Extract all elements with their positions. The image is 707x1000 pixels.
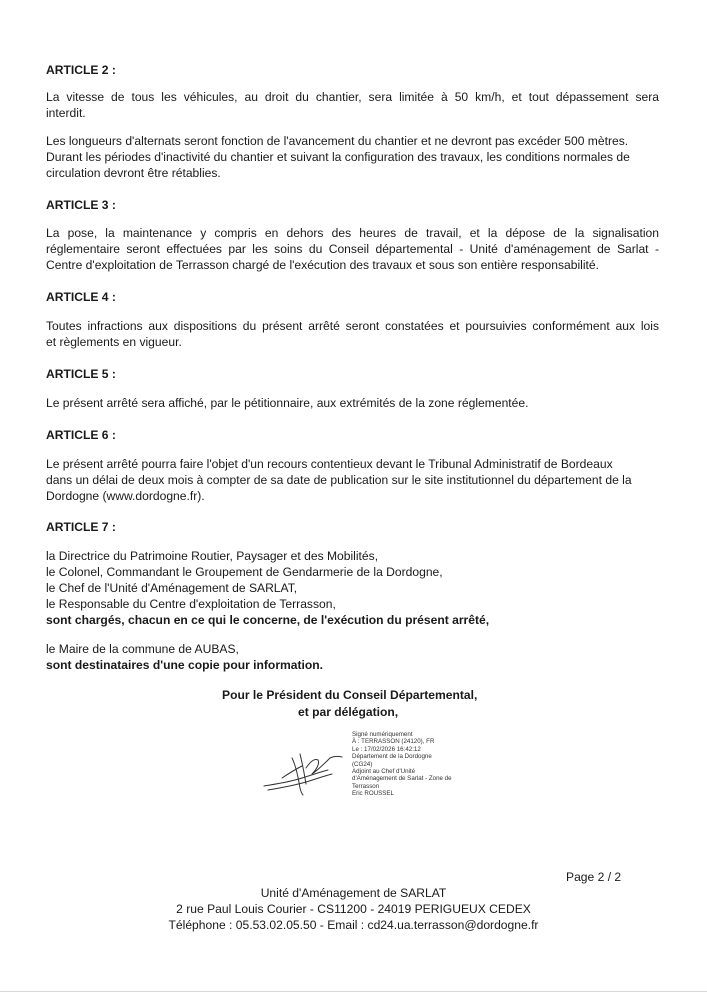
digital-signature-line: Signé numériquement bbox=[352, 731, 413, 738]
footer-address: 2 rue Paul Louis Courier - CS11200 - 24019 PERIGUEUX CEDEX bbox=[176, 902, 531, 916]
digital-signature-metadata bbox=[352, 731, 452, 798]
article-7-charged: sont chargés, chacun en ce qui le concerne, de l'exécution du présent arrêté, bbox=[46, 613, 490, 627]
article-6-p1-line1: Le présent arrêté pourra faire l'objet d'un recours contentieux devant le Tribunal Administratif de Bordeaux bbox=[46, 457, 613, 471]
article-6-p1-line3: Dordogne (www.dordogne.fr). bbox=[46, 489, 205, 503]
page-bottom-edge bbox=[0, 991, 707, 992]
article-7-mayor: le Maire de la commune de AUBAS, bbox=[46, 642, 239, 656]
signature-title-line1: Pour le Président du Conseil Départemental, bbox=[222, 688, 478, 702]
article-7-line1: la Directrice du Patrimoine Routier, Paysager et des Mobilités, bbox=[46, 549, 379, 563]
article-7-recipients: sont destinataires d'une copie pour information. bbox=[46, 658, 324, 672]
handwritten-signature bbox=[262, 748, 344, 796]
article-2-p2-line1: Les longueurs d'alternats seront fonction de l'avancement du chantier et ne devront pas excéder 500 mètres. bbox=[46, 134, 629, 148]
article-6-heading: ARTICLE 6 : bbox=[46, 428, 116, 442]
article-2-p2-line2: Durant les périodes d'inactivité du chantier et suivant la configuration des travaux, les conditions normales de bbox=[46, 150, 630, 164]
footer-unit: Unité d'Aménagement de SARLAT bbox=[260, 886, 447, 900]
article-3-p1-line2: réglementaire seront effectuées par les soins du Conseil départemental - Unité d'aménagement de Sarlat - bbox=[46, 242, 659, 256]
footer-contact: Téléphone : 05.53.02.05.50 - Email : cd24.ua.terrasson@dordogne.fr bbox=[168, 918, 539, 932]
digital-signature-line: À : TERRASSON (24120), FR bbox=[352, 738, 435, 746]
digital-signature-line: Eric ROUSSEL bbox=[352, 790, 394, 798]
digital-signature-line: Terrasson bbox=[352, 782, 380, 790]
article-7-line2: le Colonel, Commandant le Groupement de Gendarmerie de la Dordogne, bbox=[46, 565, 443, 579]
article-2-p1-line1: La vitesse de tous les véhicules, au droit du chantier, sera limitée à 50 km/h, et tout dépassement sera bbox=[46, 90, 659, 104]
article-3-heading: ARTICLE 3 : bbox=[46, 198, 116, 212]
article-5-p1-line1: Le présent arrêté sera affiché, par le pétitionnaire, aux extrémités de la zone réglementée. bbox=[46, 396, 529, 410]
article-5-heading: ARTICLE 5 : bbox=[46, 367, 116, 381]
article-7-line4: le Responsable du Centre d'exploitation de Terrasson, bbox=[46, 597, 336, 611]
article-4-p1-line2: et règlements en vigueur. bbox=[46, 335, 182, 349]
article-7-line3: le Chef de l'Unité d'Aménagement de SARLAT, bbox=[46, 581, 298, 595]
digital-signature-line: Département de la Dordogne bbox=[352, 753, 432, 761]
article-3-p1-line3: Centre d'exploitation de Terrasson chargé de l'exécution des travaux et sous son entière responsabilité. bbox=[46, 258, 599, 272]
article-2-p1-line2: interdit. bbox=[46, 106, 86, 120]
article-6-p1-line2: dans un délai de deux mois à compter de sa date de publication sur le site institutionnel du département de la bbox=[46, 473, 632, 487]
article-4-p1-line1: Toutes infractions aux dispositions du présent arrêté seront constatées et poursuivies conformément aux lois bbox=[46, 319, 659, 333]
signature-title-line2: et par délégation, bbox=[298, 705, 399, 719]
article-7-heading: ARTICLE 7 : bbox=[46, 520, 116, 534]
article-2-heading: ARTICLE 2 : bbox=[46, 63, 116, 77]
article-4-heading: ARTICLE 4 : bbox=[46, 290, 116, 304]
article-2-p2-line3: circulation devront être rétablies. bbox=[46, 166, 221, 180]
digital-signature-line: (CG24) bbox=[352, 760, 373, 768]
page-number: Page 2 / 2 bbox=[566, 870, 622, 884]
digital-signature-line: d'Aménagement de Sarlat - Zone de bbox=[352, 775, 452, 783]
digital-signature-line: Adjoint au Chef d'Unité bbox=[352, 768, 416, 776]
article-3-p1-line1: La pose, la maintenance y compris en dehors des heures de travail, et la dépose de la signalisation bbox=[46, 226, 659, 240]
digital-signature-line: Le : 17/02/2026 16:42:12 bbox=[352, 745, 421, 753]
